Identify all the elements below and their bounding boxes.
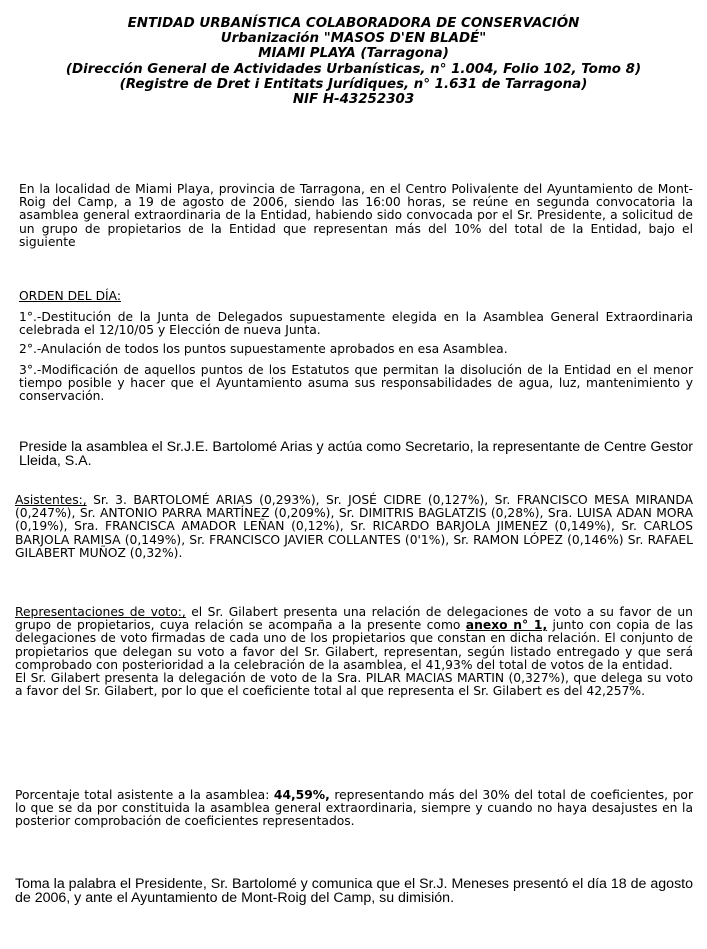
vote-representation-text: el Sr. Gilabert presenta una relación de delegaciones de voto a su favor de un grupo de propietarios, cuya relación se acompaña a la presente como <box>15 605 693 633</box>
attendance-label: Porcentaje total asistente a la asamblea: <box>15 788 274 802</box>
vote-representation-paragraph <box>15 606 693 672</box>
vote-representation-text-cont: junto con copia de las delegaciones de voto firmadas de cada uno de los propietarios que constan en dicha relación. El conjunto de propietarios que delegan su voto a favor del Sr. Gilabert, representan, según listado entregado y que será comprobado con posterioridad a la celebración de la asamblea, el 41,93% del total de votos de la entidad. <box>15 618 693 672</box>
agenda-item: 2°.-Anulación de todos los puntos supuestamente aprobados en esa Asamblea. <box>19 341 508 356</box>
resignation-paragraph: Toma la palabra el Presidente, Sr. Bartolomé y comunica que el Sr.J. Meneses presentó el día 18 de agosto de 2006, y ante el Ayuntamiento de Mont-Roig del Camp, su dimisión. <box>15 876 693 906</box>
intro-paragraph: En la localidad de Miami Playa, provincia de Tarragona, en el Centro Polivalente del Ayuntamiento de Mont-Roig del Camp, a 19 de agosto de 2006, siendo las 16:00 horas, se reúne en segunda convocatoria la asamblea general extraordinaria de la Entidad, habiendo sido convocada por el Sr. Presidente, a solicitud de un grupo de propietarios de la Entidad que representan más del 10% del total de la Entidad, bajo el siguiente <box>19 182 693 249</box>
agenda-title: ORDEN DEL DÍA: <box>19 289 122 303</box>
registry-legal: (Registre de Dret i Entitats Jurídiques, n° 1.631 de Tarragona) <box>119 76 588 92</box>
agenda-section <box>19 290 693 408</box>
vote-representation-label: Representaciones de voto:, <box>15 605 186 619</box>
agenda-item: 3°.-Modificación de aquellos puntos de los Estatutos que permitan la disolución de la Entidad en el menor tiempo posible y hacer que el Ayuntamiento asuma sus responsabilidades de agua, luz, mantenimiento y conservación. <box>19 362 693 404</box>
attendees-list: Sr. 3. BARTOLOMÉ ARIAS (0,293%), Sr. JOSÉ CIDRE (0,127%), Sr. FRANCISCO MESA MIRANDA (0,247%), Sr. ANTONIO PARRA MARTÍNEZ (0,209%), Sr. DIMITRIS BAGLATZIS (0,28%), Sra. LUISA ADAN MORA (0,19%), Sra. FRANCISCA AMADOR LEÑAN (0,12%), Sr. RICARDO BARJOLA JIMENEZ (0,149%), Sr. CARLOS BARJOLA RAMISA (0,149%), Sr. FRANCISCO JAVIER COLLANTES (0'1%), Sr. RAMON LÓPEZ (0,146%) Sr. RAFAEL GILABERT MUÑOZ (0,32%). <box>15 493 693 560</box>
attendance-text: representando más del 30% del total de coeficientes, por lo que se da por constituida la asamblea general extraordinaria, siempre y cuando no haya desajustes en la posterior comprobación de coeficientes representados. <box>15 788 693 829</box>
location: MIAMI PLAYA (Tarragona) <box>258 46 449 62</box>
agenda-item: 1°.-Destitución de la Junta de Delegados supuestamente elegida en la Asamblea General Extraordinaria celebrada el 12/10/05 y Elección de nueva Junta. <box>19 310 693 338</box>
attendance-percentage: 44,59%, <box>273 788 330 802</box>
attendees-paragraph <box>15 494 693 560</box>
delegation-paragraph: El Sr. Gilabert presenta la delegación de voto de la Sra. PILAR MACIAS MARTIN (0,327%), que delega su voto a favor del Sr. Gilabert, por lo que el coeficiente total al que representa el Sr. Gilabert es del 42,257%. <box>15 671 693 699</box>
nif: NIF H-43252303 <box>292 92 415 108</box>
registry-general: (Dirección General de Actividades Urbanísticas, n° 1.004, Folio 102, Tomo 8) <box>65 61 642 77</box>
attendance-percentage-paragraph <box>15 789 693 829</box>
annex-reference: anexo n° 1, <box>465 618 548 633</box>
vote-representation-section <box>15 606 693 698</box>
document-header <box>14 16 693 107</box>
attendees-label: Asistentes:, <box>15 493 87 507</box>
entity-name: ENTIDAD URBANÍSTICA COLABORADORA DE CONSERVACIÓN <box>127 16 580 31</box>
urbanization-name: Urbanización "MASOS D'EN BLADÉ" <box>220 31 487 47</box>
preside-paragraph: Preside la asamblea el Sr.J.E. Bartolomé Arias y actúa como Secretario, la representante de Centre Gestor Lleida, S.A. <box>19 439 693 469</box>
